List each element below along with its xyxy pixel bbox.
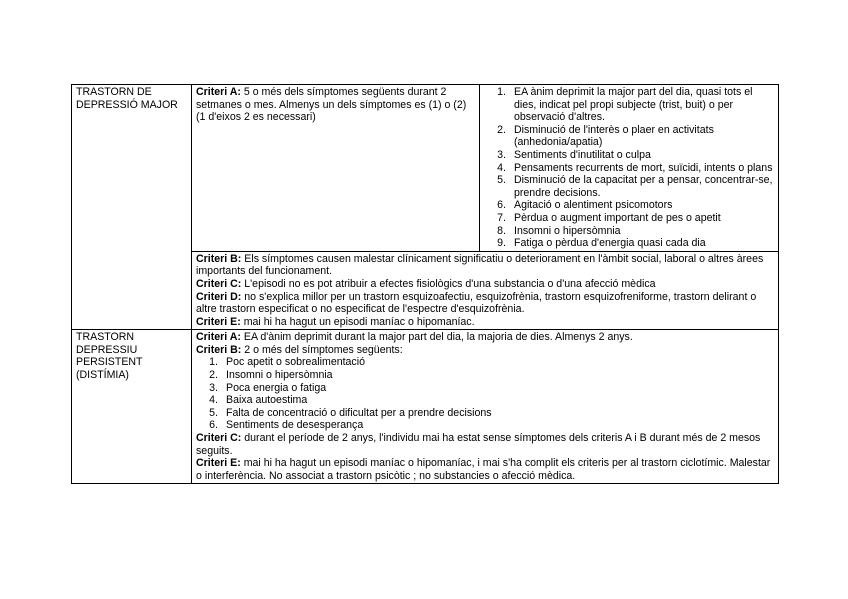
- item-number: 4.: [209, 394, 218, 407]
- criteria-cell: [192, 330, 779, 484]
- criteri-text: mai hi ha hagut un episodi maníac o hipomaníac, i mai s'ha complit els criteris per al trastorn ciclotímic. Malestar o interferència. No associat a trastorn psicòtic ; no substancies o afecció mèdica.: [196, 457, 771, 482]
- criteri-e: [196, 316, 774, 329]
- disorder-name-cell: [72, 85, 192, 330]
- disorder-name: TRASTORN DE DEPRESSIÓ MAJOR: [76, 86, 178, 111]
- criteri-text: Els símptomes causen malestar clínicament significatiu o deteriorament en l'àmbit social, laboral o altres àrees importants del funcionament.: [196, 252, 764, 278]
- disorder-name: TRASTORN DEPRESSIU PERSISTENT (DISTÍMIA): [76, 331, 143, 382]
- symptom-list: [486, 86, 774, 250]
- item-text: Pèrdua o augment important de pes o apetit: [514, 211, 721, 224]
- disorder-name-cell: [72, 330, 192, 484]
- list-item: [486, 86, 774, 124]
- item-text: Insomni o hipersòmnia: [226, 369, 333, 382]
- list-item: [196, 394, 774, 407]
- criteri-label: Criteri B:: [196, 252, 242, 265]
- criteri-a-cell: [192, 85, 480, 252]
- item-number: 3.: [497, 148, 506, 161]
- item-number: 9.: [497, 237, 506, 250]
- item-number: 7.: [497, 211, 506, 224]
- item-number: 2.: [497, 123, 506, 136]
- criteri-text: durant el període de 2 anys, l'individu mai ha estat sense símptomes dels criteris A i B durant més de 2 mesos seguits.: [196, 432, 761, 457]
- criteria-table: [71, 84, 779, 484]
- item-text: Baixa autoestima: [226, 394, 308, 407]
- criteri-text: 5 o més dels símptomes següents durant 2 setmanes o mes. Almenys un dels símptomes es (1) o (2) (1 d'eixos 2 es necessari): [196, 86, 467, 124]
- item-number: 1.: [497, 86, 506, 98]
- item-text: Agitació o alentiment psicomotors: [514, 199, 673, 212]
- criteri-c: [196, 278, 774, 291]
- item-text: Falta de concentració o dificultat per a prendre decisions: [226, 406, 492, 419]
- item-text: Sentiments de desesperança: [226, 419, 364, 432]
- list-item: [196, 356, 774, 369]
- item-number: 4.: [497, 161, 506, 174]
- criteri-d: [196, 291, 774, 316]
- item-number: 3.: [209, 381, 218, 394]
- list-item: [486, 162, 774, 175]
- criteri-label: Criteri A:: [196, 86, 241, 98]
- criteri-label: Criteri A:: [196, 331, 241, 344]
- list-item: [486, 199, 774, 212]
- item-text: Poc apetit o sobrealimentació: [226, 356, 365, 369]
- item-text: Fatiga o pèrdua d'energia quasi cada dia: [514, 237, 706, 250]
- list-item: [486, 237, 774, 250]
- item-number: 1.: [209, 356, 218, 369]
- symptom-list-cell: [480, 85, 779, 252]
- criteri-text: no s'explica millor per un trastorn esquizoafectiu, esquizofrènia, trastorn esquizofreniforme, trastorn delirant o altre trastorn especificat o no especificat de l'espectre d'esquizofrènia.: [196, 290, 757, 316]
- item-number: 5.: [497, 174, 506, 187]
- list-item: [196, 369, 774, 382]
- list-item: [486, 124, 774, 149]
- criteri-b: [196, 253, 774, 278]
- item-text: EA ànim deprimit la major part del dia, quasi tots el dies, indicat pel propi subjecte (trist, buit) o per observació d'altres.: [514, 86, 753, 124]
- criteri-label: Criteri E:: [196, 315, 241, 328]
- criteri-e: [196, 457, 774, 482]
- criteri-label: Criteri C:: [196, 432, 242, 445]
- criteri-label: Criteri D:: [196, 290, 242, 303]
- table-row: [72, 85, 779, 252]
- list-item: [196, 419, 774, 432]
- item-text: Pensaments recurrents de mort, suïcidi, intents o plans: [514, 161, 773, 174]
- table-row: [72, 330, 779, 484]
- criteri-label: Criteri B:: [196, 343, 242, 356]
- item-number: 6.: [209, 419, 218, 432]
- criteri-c: [196, 432, 774, 457]
- criteri-b: [196, 344, 774, 357]
- symptom-list: [196, 356, 774, 432]
- item-number: 6.: [497, 199, 506, 212]
- criteri-text: L'episodi no es pot atribuir a efectes fisiològics d'una substancia o d'una afecció mèdica: [241, 277, 656, 290]
- list-item: [196, 407, 774, 420]
- criteri-label: Criteri C:: [196, 277, 242, 290]
- list-item: [486, 149, 774, 162]
- criteri-text: mai hi ha hagut un episodi maníac o hipomaníac.: [240, 315, 475, 328]
- item-text: Disminució de l'interès o plaer en activitats (anhedonia/apatia): [514, 123, 714, 149]
- criteri-a: [196, 331, 774, 344]
- criteri-text: 2 o més del símptomes següents:: [241, 343, 403, 356]
- item-number: 8.: [497, 224, 506, 237]
- item-text: Insomni o hipersòmnia: [514, 224, 621, 237]
- list-item: [486, 212, 774, 225]
- item-text: Sentiments d'inutilitat o culpa: [514, 148, 651, 161]
- list-item: [486, 225, 774, 238]
- item-text: Poca energia o fatiga: [226, 381, 327, 394]
- item-text: Disminució de la capacitat per a pensar, concentrar-se, prendre decisions.: [514, 174, 773, 199]
- list-item: [486, 174, 774, 199]
- other-criteria-cell: [192, 251, 779, 330]
- criteri-text: EA d'ànim deprimit durant la major part del dia, la majoria de dies. Almenys 2 anys.: [240, 331, 633, 344]
- list-item: [196, 382, 774, 395]
- item-number: 5.: [209, 406, 218, 419]
- item-number: 2.: [209, 369, 218, 382]
- criteri-label: Criteri E:: [196, 457, 241, 470]
